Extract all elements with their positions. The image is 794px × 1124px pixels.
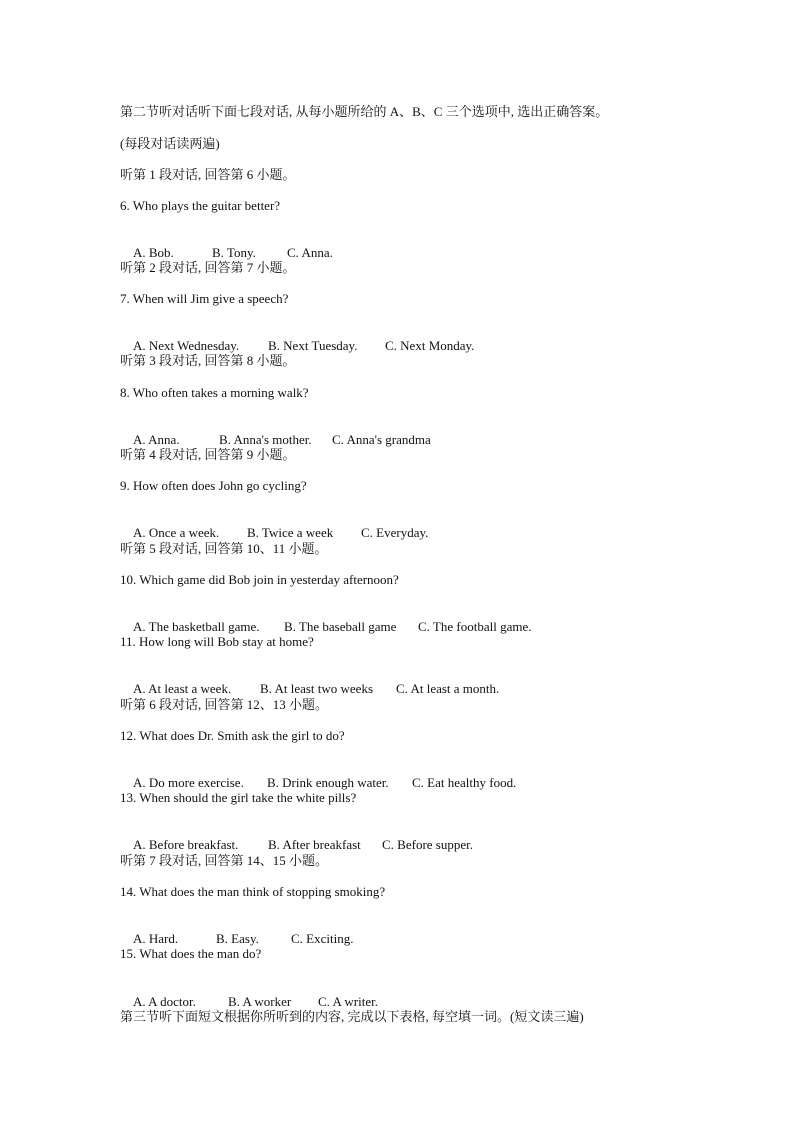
option-c: C. Exciting.: [291, 931, 354, 946]
question-15: 15. What does the man do?: [120, 946, 262, 961]
dialogue-5-intro: 听第 5 段对话, 回答第 10、11 小题。: [120, 541, 328, 556]
section2-title: 第二节听对话听下面七段对话, 从每小题所给的 A、B、C 三个选项中, 选出正确答案。: [120, 104, 609, 119]
option-c: C. A writer.: [318, 994, 378, 1009]
option-b: B. Easy.: [216, 931, 259, 946]
question-11: 11. How long will Bob stay at home?: [120, 634, 314, 649]
option-a: A. The basketball game.: [133, 619, 260, 634]
section3-title: 第三节听下面短文根据你所听到的内容, 完成以下表格, 每空填一词。(短文读三遍): [120, 1009, 584, 1024]
option-c: C. Before supper.: [382, 837, 473, 852]
option-b: B. Tony.: [212, 245, 256, 260]
option-a: A. Do more exercise.: [133, 775, 244, 790]
option-c: C. The football game.: [418, 619, 532, 634]
question-14: 14. What does the man think of stopping smoking?: [120, 884, 386, 899]
option-c: C. Next Monday.: [385, 338, 475, 353]
option-a: A. Hard.: [133, 931, 179, 946]
option-a: A. At least a week.: [133, 681, 232, 696]
option-c: C. At least a month.: [396, 681, 500, 696]
option-b: B. Anna's mother.: [219, 432, 312, 447]
question-10: 10. Which game did Bob join in yesterday afternoon?: [120, 572, 399, 587]
dialogue-6-intro: 听第 6 段对话, 回答第 12、13 小题。: [120, 697, 329, 712]
option-c: C. Anna.: [287, 245, 333, 260]
question-9: 9. How often does John go cycling?: [120, 478, 307, 493]
dialogue-1-intro: 听第 1 段对话, 回答第 6 小题。: [120, 167, 296, 182]
dialogue-4-intro: 听第 4 段对话, 回答第 9 小题。: [120, 447, 296, 462]
question-8: 8. Who often takes a morning walk?: [120, 385, 309, 400]
option-b: B. Drink enough water.: [267, 775, 389, 790]
option-b: B. After breakfast: [268, 837, 361, 852]
dialogue-7-intro: 听第 7 段对话, 回答第 14、15 小题。: [120, 853, 329, 868]
option-b: B. The baseball game: [284, 619, 397, 634]
option-c: C. Anna's grandma: [332, 432, 431, 447]
option-b: B. At least two weeks: [260, 681, 374, 696]
section2-note: (每段对话读两遍): [120, 136, 220, 151]
dialogue-2-intro: 听第 2 段对话, 回答第 7 小题。: [120, 260, 296, 275]
option-a: A. Before breakfast.: [133, 837, 239, 852]
option-b: B. A worker: [228, 994, 292, 1009]
option-c: C. Eat healthy food.: [412, 775, 517, 790]
option-a: A. Next Wednesday.: [133, 338, 240, 353]
option-a: A. Bob.: [133, 245, 174, 260]
option-c: C. Everyday.: [361, 525, 429, 540]
dialogue-3-intro: 听第 3 段对话, 回答第 8 小题。: [120, 353, 296, 368]
option-a: A. Anna.: [133, 432, 180, 447]
option-a: A. Once a week.: [133, 525, 220, 540]
option-a: A. A doctor.: [133, 994, 196, 1009]
option-b: B. Twice a week: [247, 525, 334, 540]
question-7: 7. When will Jim give a speech?: [120, 291, 289, 306]
question-12: 12. What does Dr. Smith ask the girl to do?: [120, 728, 345, 743]
question-6: 6. Who plays the guitar better?: [120, 198, 281, 213]
option-b: B. Next Tuesday.: [268, 338, 358, 353]
question-13: 13. When should the girl take the white pills?: [120, 790, 357, 805]
